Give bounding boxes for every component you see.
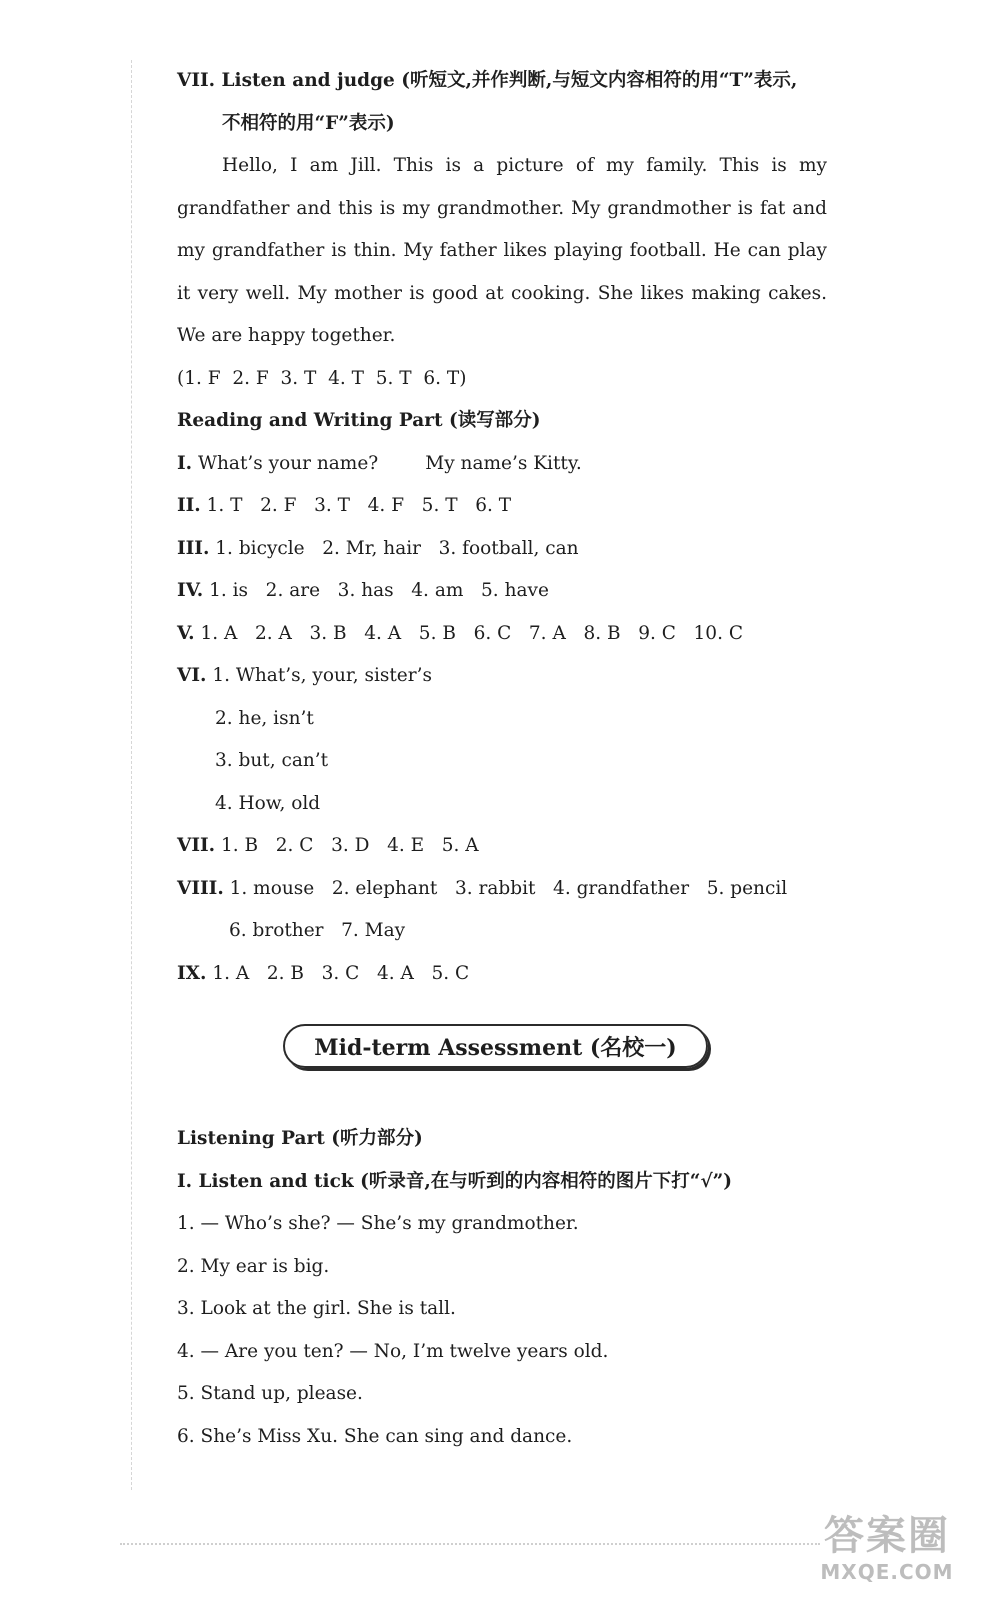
transcript-line: 5. Stand up, please.	[177, 1383, 363, 1404]
listen-and-tick-heading: I. Listen and tick (听录音,在与听到的内容相符的图片下打“√”)	[177, 1170, 732, 1192]
answer-key-lower	[177, 1118, 827, 1458]
midterm-title-box	[283, 1024, 708, 1068]
reading-writing-heading: Reading and Writing Part (读写部分)	[177, 410, 541, 431]
answer-line	[177, 613, 827, 656]
listening-part-heading: Listening Part (听力部分)	[177, 1128, 423, 1149]
answer-line	[177, 655, 827, 698]
transcript-line: 6. She’s Miss Xu. She can sing and dance.	[177, 1425, 573, 1447]
section-vii-heading-cont: 不相符的用“F”表示)	[222, 112, 395, 134]
roman-label: V.	[177, 622, 195, 644]
section-vii-answers: (1. F 2. F 3. T 4. T 5. T 6. T)	[177, 367, 467, 389]
answer-text: What’s your name? My name’s Kitty.	[192, 452, 582, 474]
answer-text: 1. What’s, your, sister’s	[206, 665, 432, 686]
section-vii-heading: VII. Listen and judge (听短文,并作判断,与短文内容相符的用“T”表示,	[177, 70, 798, 91]
answer-line	[177, 570, 827, 613]
answer-text: 1. T 2. F 3. T 4. F 5. T 6. T	[200, 495, 512, 516]
watermark-logo	[802, 1512, 972, 1592]
answer-text: 1. is 2. are 3. has 4. am 5. have	[203, 580, 549, 601]
answer-text: 1. A 2. A 3. B 4. A 5. B 6. C 7. A 8. B 9. C 10. C	[194, 622, 743, 644]
answer-line	[177, 953, 827, 996]
roman-label: VIII.	[177, 877, 224, 899]
midterm-title: Mid-term Assessment (名校一)	[283, 1024, 708, 1068]
roman-label: IV.	[177, 580, 204, 601]
answer-line	[177, 528, 827, 571]
answer-key-upper	[177, 60, 827, 995]
vi-sub-answer: 2. he, isn’t	[215, 707, 314, 729]
viii-continuation: 6. brother 7. May	[229, 920, 406, 941]
listening-passage: Hello, I am Jill. This is a picture of my family. This is my grandfather and this is my grandmother. My grandmother is fat and my grandfather is thin. My father likes playing football. He can play it very well. My mother is good at cooking. She likes making cakes. We are happy together.	[177, 155, 827, 346]
roman-label: IX.	[177, 962, 207, 984]
answer-text: 1. B 2. C 3. D 4. E 5. A	[215, 835, 479, 856]
answer-text: 1. bicycle 2. Mr, hair 3. football, can	[209, 537, 579, 559]
watermark-text: 答案圈	[824, 1513, 950, 1559]
footer-rule	[120, 1543, 820, 1545]
transcript-line: 4. — Are you ten? — No, I’m twelve years old.	[177, 1340, 609, 1362]
answer-line	[177, 825, 827, 868]
roman-label: VII.	[177, 835, 216, 856]
answer-text: 1. mouse 2. elephant 3. rabbit 4. grandfather 5. pencil	[223, 877, 788, 899]
answer-line	[177, 868, 827, 911]
roman-label: II.	[177, 495, 201, 516]
watermark-domain: MXQE.COM	[820, 1560, 954, 1584]
transcript-line: 1. — Who’s she? — She’s my grandmother.	[177, 1213, 579, 1234]
roman-label: VI.	[177, 665, 207, 686]
answer-line	[177, 485, 827, 528]
transcript-line: 2. My ear is big.	[177, 1255, 330, 1277]
margin-rule	[131, 60, 132, 1490]
vi-sub-answer: 4. How, old	[215, 792, 321, 814]
vi-sub-answer: 3. but, can’t	[215, 750, 329, 771]
roman-label: I.	[177, 452, 193, 474]
answer-text: 1. A 2. B 3. C 4. A 5. C	[206, 962, 470, 984]
answer-line	[177, 443, 827, 486]
transcript-line: 3. Look at the girl. She is tall.	[177, 1298, 456, 1319]
roman-label: III.	[177, 537, 210, 559]
